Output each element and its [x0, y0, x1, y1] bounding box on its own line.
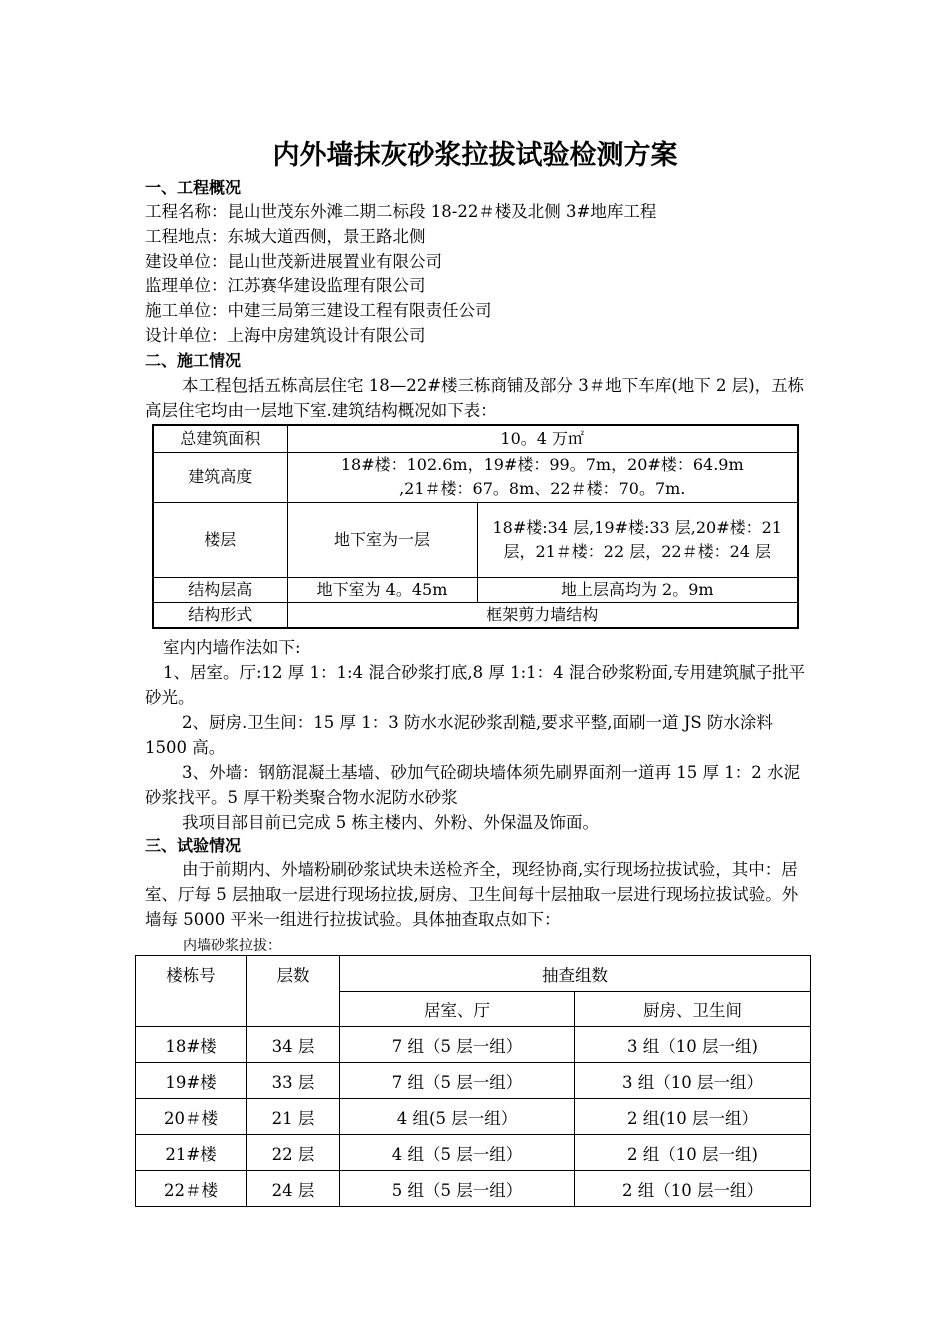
cell-building: 18#楼: [136, 1027, 247, 1063]
design-unit-line: 设计单位：上海中房建筑设计有限公司: [145, 326, 426, 345]
cell-kitchen-groups: 2 组（10 层一组): [575, 1135, 811, 1171]
section-heading-test: 三、试验情况: [145, 836, 242, 855]
cell-living-groups: 5 组（5 层一组）: [340, 1171, 575, 1207]
header-kitchen-bathroom: 厨房、卫生间: [575, 992, 811, 1027]
table-row: [136, 1135, 811, 1171]
table-cell-value: 框架剪力墙结构: [287, 602, 798, 628]
height-values-line-1: 18#楼：102.6m，19#楼：99。7m，20#楼：64.9m: [340, 455, 744, 474]
table-row: [153, 502, 798, 577]
section-heading-construction: 二、施工情况: [145, 351, 242, 370]
test-intro: [145, 857, 813, 932]
inner-wall-test-caption: 内墙砂浆拉拔：: [183, 938, 281, 954]
table-row: [153, 602, 798, 628]
cell-living-groups: 4 组（5 层一组）: [340, 1135, 575, 1171]
table-row: [136, 1099, 811, 1135]
owner-unit-line: 建设单位：昆山世茂新进展置业有限公司: [145, 252, 442, 271]
cell-floors: 34 层: [247, 1027, 340, 1063]
project-name-line: 工程名称：昆山世茂东外滩二期二标段 18-22＃楼及北侧 3#地库工程: [145, 202, 657, 221]
table-row: [136, 1171, 811, 1207]
supervision-unit-line: 监理单位：江苏赛华建设监理有限公司: [145, 276, 426, 295]
cell-floors: 24 层: [247, 1171, 340, 1207]
cell-kitchen-groups: 3 组（10 层一组）: [575, 1063, 811, 1099]
table-row: [153, 577, 798, 602]
construction-intro: [145, 373, 813, 423]
cell-building: 22＃楼: [136, 1171, 247, 1207]
method-item-3: 3、外墙：钢筋混凝土基墙、砂加气砼砌块墙体须先刷界面剂一道再 15 厚 1：2 水泥砂浆找平。5 厚干粉类聚合物水泥防水砂浆: [145, 763, 800, 807]
cell-kitchen-groups: 2 组（10 层一组）: [575, 1171, 811, 1207]
cell-floors: 22 层: [247, 1135, 340, 1171]
method-item-2: 2、厨房.卫生间：15 厚 1：3 防水水泥砂浆刮糙,要求平整,面刷一道 JS 防水涂料 1500 高。: [145, 713, 773, 757]
project-location-line: 工程地点：东城大道西侧，景王路北侧: [145, 227, 426, 246]
cell-floors: 33 层: [247, 1063, 340, 1099]
table-cell-label: 结构形式: [153, 602, 287, 628]
document-title: 内外墙抹灰砂浆拉拔试验检测方案: [272, 140, 678, 171]
table-cell-label: 结构层高: [153, 577, 287, 602]
table-row: [153, 425, 798, 452]
cell-building: 21#楼: [136, 1135, 247, 1171]
test-intro-text: 由于前期内、外墙粉刷砂浆试块未送检齐全，现经协商,实行现场拉拔试验，其中：居室、厅每 5 层抽取一层进行现场拉拔,厨房、卫生间每十层抽取一层进行现场拉拔试验。外墙每 5000 平米一组进行拉拔试验。具体抽查取点如下：: [145, 860, 799, 929]
inner-wall-intro: 室内内墙作法如下:: [163, 638, 301, 657]
table-cell-label: 楼层: [153, 502, 287, 577]
cell-kitchen-groups: 2 组(10 层一组）: [575, 1099, 811, 1135]
header-building: 楼栋号: [136, 956, 247, 1027]
table-row: [136, 1063, 811, 1099]
cell-living-groups: 7 组（5 层一组）: [340, 1063, 575, 1099]
cell-living-groups: 4 组(5 层一组）: [340, 1099, 575, 1135]
table-cell-label: 总建筑面积: [153, 425, 287, 452]
cell-living-groups: 7 组（5 层一组）: [340, 1027, 575, 1063]
height-values-line-2: ,21＃楼：67。8m、22＃楼：70。7m.: [399, 479, 686, 498]
building-overview-table: [152, 424, 799, 629]
header-living-room: 居室、厅: [340, 992, 575, 1027]
section-heading-overview: 一、工程概况: [145, 178, 242, 197]
table-cell-value: 10。4 万㎡: [287, 425, 798, 452]
table-row: [153, 452, 798, 502]
method-item-1: 1、居室。厅:12 厚 1：1:4 混合砂浆打底,8 厚 1:1：4 混合砂浆粉面,专用建筑腻子批平砂光。: [145, 663, 806, 707]
inner-wall-methods: [145, 635, 813, 835]
header-floors: 层数: [247, 956, 340, 1027]
table-cell-value: 地上层高均为 2。9m: [477, 577, 798, 602]
table-cell-value: 地下室为 4。45m: [287, 577, 477, 602]
table-row: [136, 1027, 811, 1063]
cell-kitchen-groups: 3 组（10 层一组): [575, 1027, 811, 1063]
cell-building: 20＃楼: [136, 1099, 247, 1135]
table-cell-value: [287, 452, 798, 502]
cell-building: 19#楼: [136, 1063, 247, 1099]
header-groups: 抽查组数: [340, 956, 811, 992]
construction-intro-text: 本工程包括五栋高层住宅 18—22#楼三栋商铺及部分 3＃地下车库(地下 2 层)，五栋高层住宅均由一层地下室.建筑结构概况如下表：: [145, 376, 805, 420]
cell-floors: 21 层: [247, 1099, 340, 1135]
construction-unit-line: 施工单位：中建三局第三建设工程有限责任公司: [145, 301, 492, 320]
table-header-row: [136, 956, 811, 992]
progress-status: 我项目部目前已完成 5 栋主楼内、外粉、外保温及饰面。: [182, 813, 599, 832]
table-cell-value: 18#楼:34 层,19#楼:33 层,20#楼：21 层，21＃楼：22 层，22＃楼：24 层: [477, 502, 798, 577]
table-cell-label: 建筑高度: [153, 452, 287, 502]
sampling-table: [135, 955, 811, 1207]
table-cell-value: 地下室为一层: [287, 502, 477, 577]
